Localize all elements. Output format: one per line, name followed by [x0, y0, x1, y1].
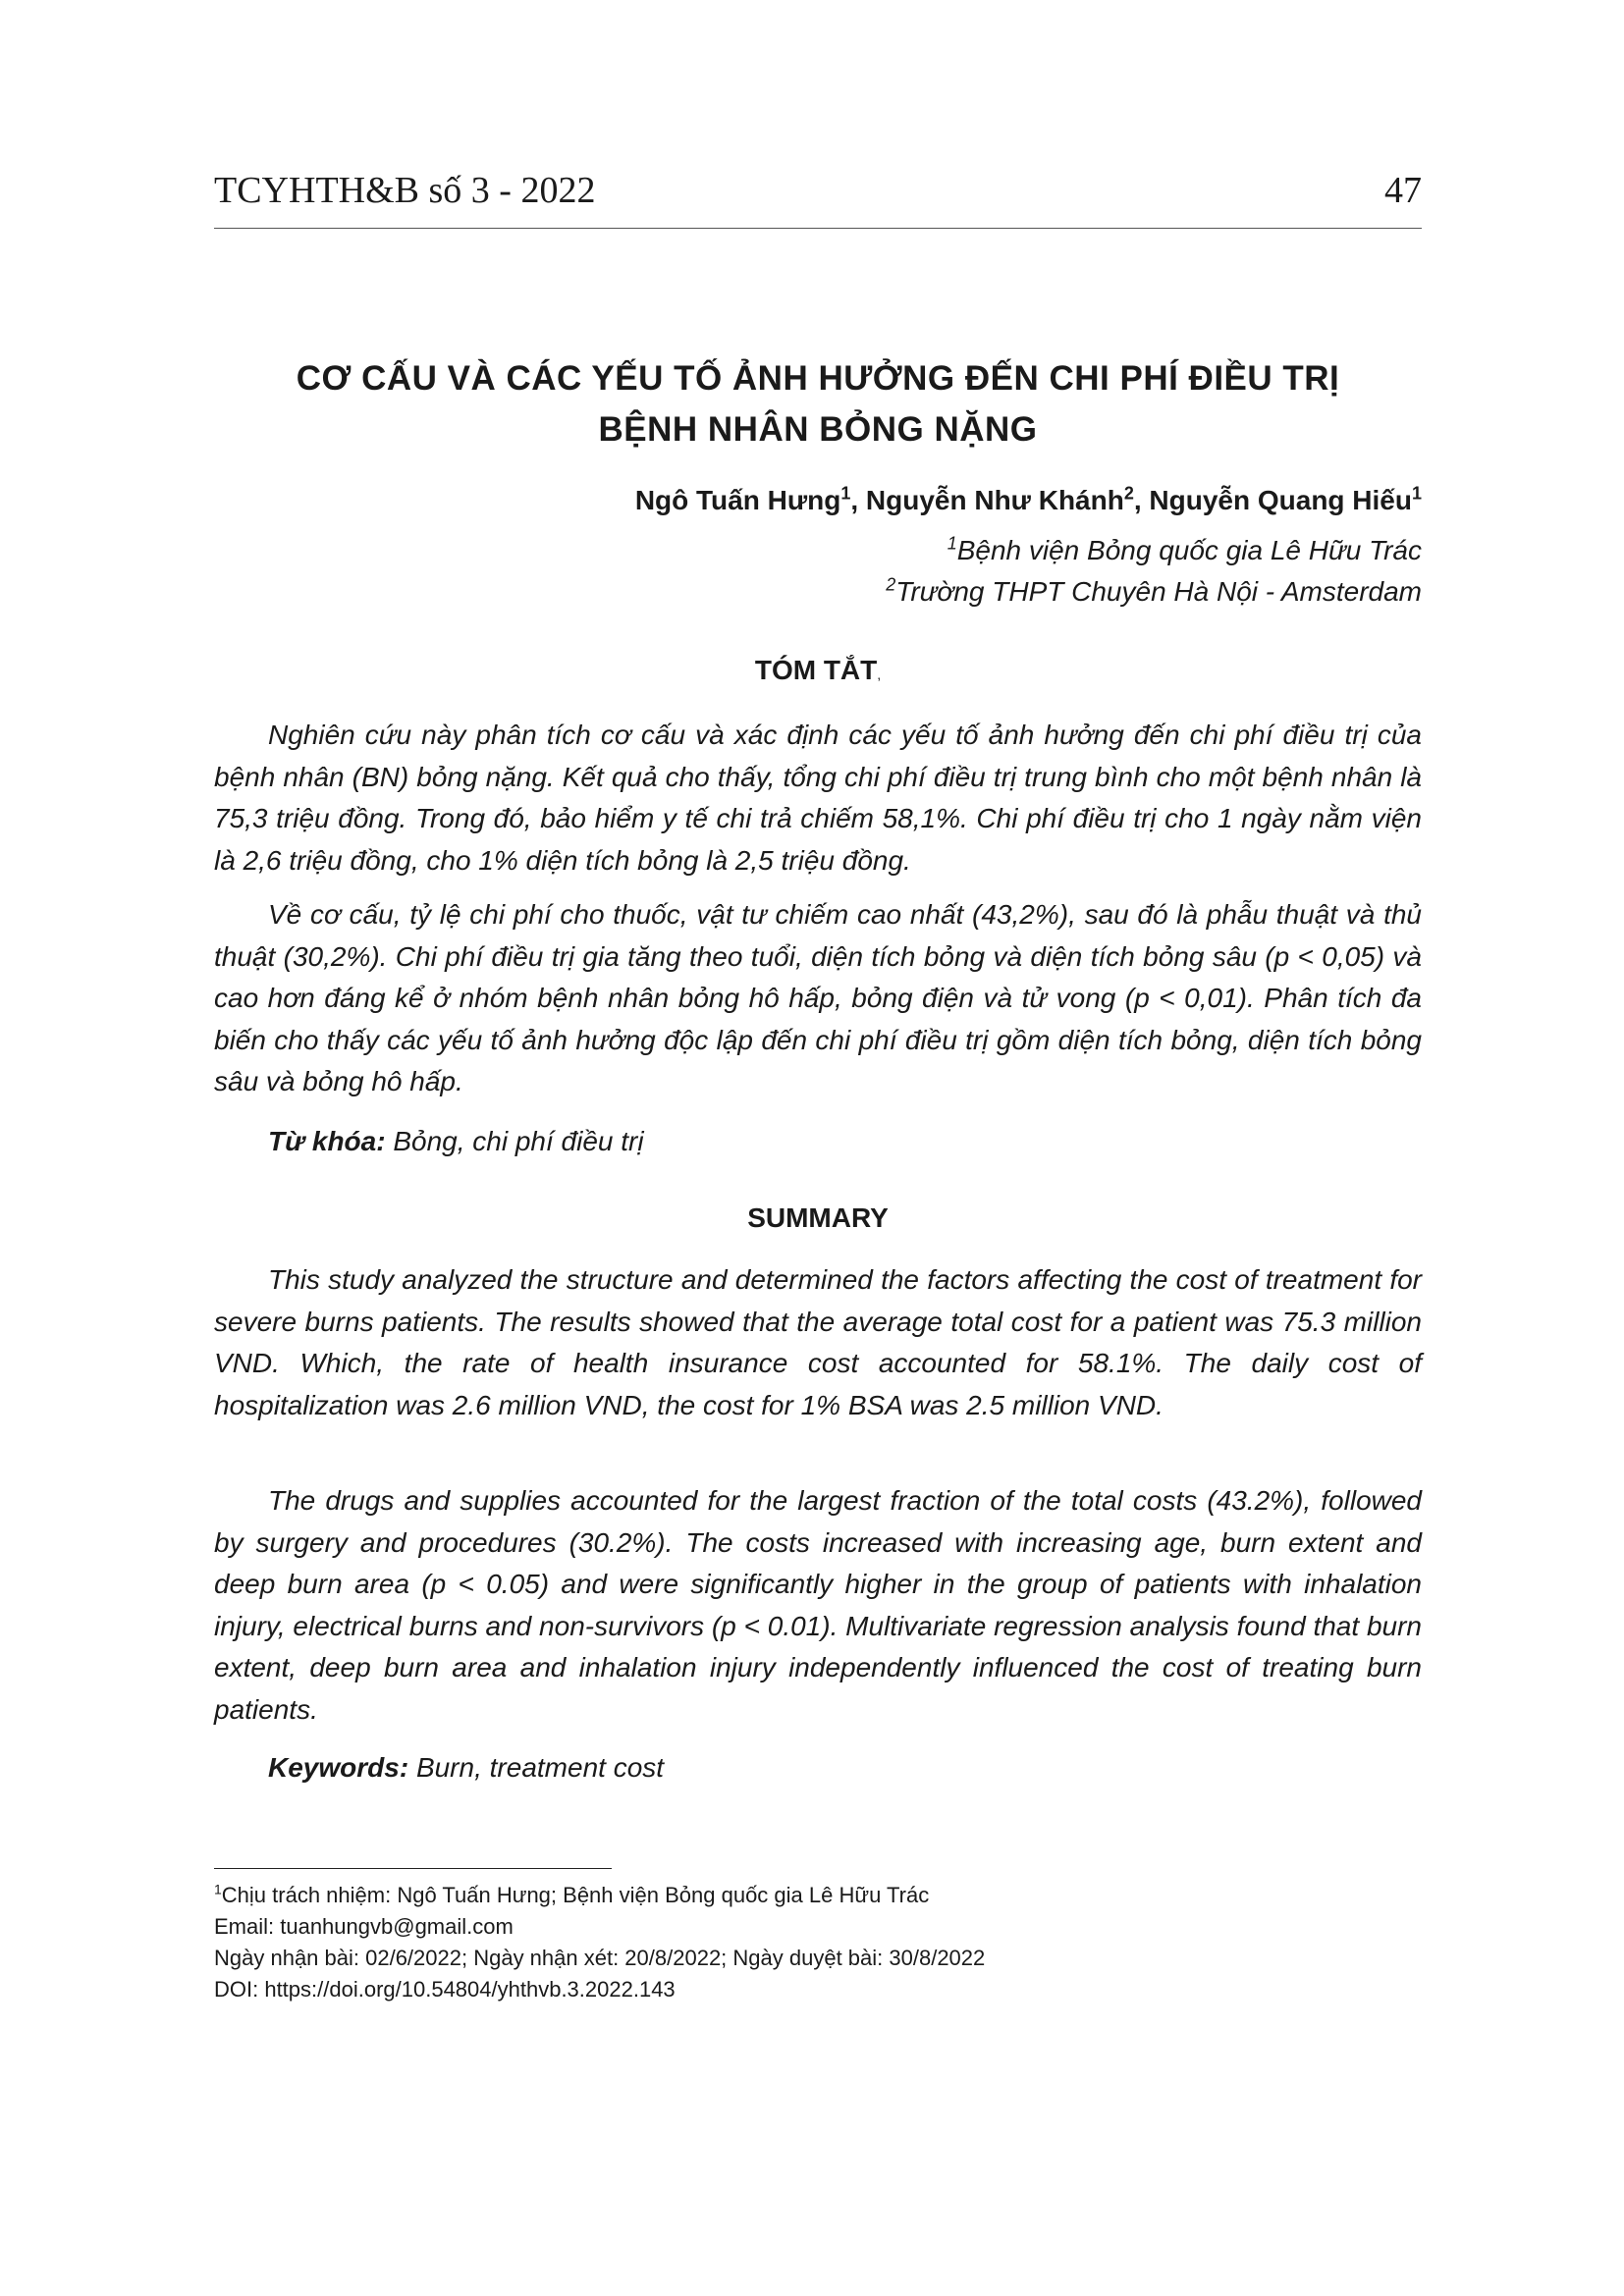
abstract-en-paragraph-2: The drugs and supplies accounted for the largest fraction of the total costs (43.2%), followed by surgery and procedures (30.2%). The costs increased with increasing age, burn extent and deep burn area (p < 0.05) and were significantly higher in the group of patients with inhalation injury, electrical burns and non-survivors (p < 0.01). Multivariate regression analysis found that burn extent, deep burn area and inhalation injury independently influenced the cost of treating burn patients.: [214, 1485, 1422, 1725]
running-header: [214, 169, 1422, 229]
keywords-en-label: Keywords:: [268, 1752, 409, 1783]
footnote-responsibility-text: Chịu trách nhiệm: Ngô Tuấn Hưng; Bệnh viện Bỏng quốc gia Lê Hữu Trác: [221, 1883, 930, 1907]
article-title: [214, 353, 1422, 455]
keywords-vi-text: Bỏng, chi phí điều trị: [393, 1126, 644, 1156]
author-affiliation-mark: 1: [1411, 483, 1422, 504]
affiliation-mark: 2: [886, 574, 896, 595]
title-line-1: CƠ CẤU VÀ CÁC YẾU TỐ ẢNH HƯỞNG ĐẾN CHI PHÍ ĐIỀU TRỊ: [296, 359, 1340, 398]
affiliation: [214, 530, 1422, 571]
footnote-divider: [214, 1868, 612, 1869]
keywords-en-text: Burn, treatment cost: [415, 1752, 665, 1783]
footnote-email[interactable]: Email: tuanhungvb@gmail.com: [214, 1914, 514, 1939]
keywords-vi-label: Từ khóa:: [268, 1126, 386, 1156]
abstract-en-paragraph-1: This study analyzed the structure and determined the factors affecting the cost of treatment for severe burns patients. The results showed that the average total cost for a patient was 75.3 million VND. Which, the rate of health insurance cost accounted for 58.1%. The daily cost of hospitalization was 2.6 million VND, the cost for 1% BSA was 2.5 million VND.: [214, 1264, 1422, 1420]
author-affiliation-mark: 2: [1123, 483, 1134, 504]
footnote-dates: Ngày nhận bài: 02/6/2022; Ngày nhận xét: 20/8/2022; Ngày duyệt bài: 30/8/2022: [214, 1946, 986, 1970]
abstract-vi-heading-text: TÓM TẮT: [754, 655, 878, 685]
footnote-responsibility: [214, 1880, 1422, 1911]
page-number: 47: [1384, 170, 1422, 211]
author-name: Ngô Tuấn Hưng: [634, 485, 841, 515]
affiliation-text: Bệnh viện Bỏng quốc gia Lê Hữu Trác: [956, 535, 1422, 565]
author-name: Nguyễn Quang Hiếu: [1149, 485, 1412, 515]
abstract-vi-paragraph-2: Về cơ cấu, tỷ lệ chi phí cho thuốc, vật tư chiếm cao nhất (43,2%), sau đó là phẫu thuật và thủ thuật (30,2%). Chi phí điều trị gia tăng theo tuổi, diện tích bỏng và diện tích bỏng sâu (p < 0,05) và cao hơn đáng kể ở nhóm bệnh nhân bỏng hô hấp, bỏng điện và tử vong (p < 0,01). Phân tích đa biến cho thấy các yếu tố ảnh hưởng độc lập đến chi phí điều trị gồm diện tích bỏng, diện tích bỏng sâu và bỏng hô hấp.: [214, 899, 1422, 1097]
abstract-vi-paragraph-1: Nghiên cứu này phân tích cơ cấu và xác định các yếu tố ảnh hưởng đến chi phí điều trị của bệnh nhân (BN) bỏng nặng. Kết quả cho thấy, tổng chi phí điều trị trung bình cho một bệnh nhân là 75,3 triệu đồng. Trong đó, bảo hiểm y tế chi trả chiếm 58,1%. Chi phí điều trị cho 1 ngày nằm viện là 2,6 triệu đồng, cho 1% diện tích bỏng là 2,5 triệu đồng.: [214, 720, 1422, 876]
heading-mark: ,: [877, 667, 882, 682]
author-name: Nguyễn Như Khánh: [865, 485, 1124, 515]
affiliation: [214, 571, 1422, 613]
affiliation-text: Trường THPT Chuyên Hà Nội - Amsterdam: [895, 576, 1422, 607]
footnotes: [214, 1880, 1422, 2005]
title-line-2: BỆNH NHÂN BỎNG NẶNG: [598, 410, 1038, 449]
abstract-en-heading: SUMMARY: [747, 1202, 889, 1233]
footnote-doi[interactable]: DOI: https://doi.org/10.54804/yhthvb.3.2022.143: [214, 1977, 676, 2002]
footnote-mark: 1: [214, 1881, 222, 1897]
keywords-vi: [268, 1126, 644, 1157]
journal-issue: TCYHTH&B số 3 - 2022: [214, 170, 596, 211]
affiliation-mark: 1: [947, 533, 957, 554]
keywords-en: [268, 1752, 664, 1784]
abstract-vi-heading: [214, 655, 1422, 686]
author-affiliation-mark: 1: [840, 483, 851, 504]
author-list: Ngô Tuấn Hưng$^1$, Nguyễn Như Khánh$^2$, Nguyễn Quang Hiếu$^1$: [634, 483, 1422, 515]
